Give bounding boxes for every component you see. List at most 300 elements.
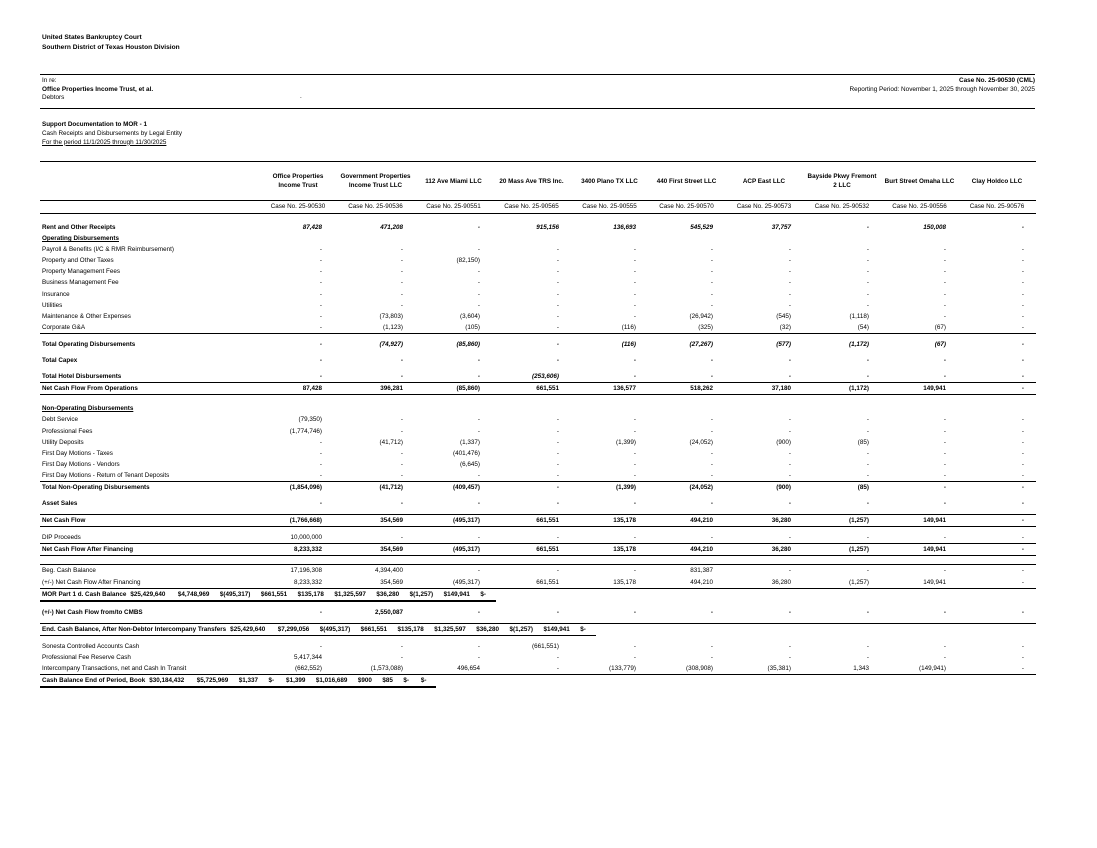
amount: 396,281 (380, 385, 403, 393)
cell-value (260, 266, 336, 277)
amount: - (866, 224, 869, 231)
amount: - (556, 301, 559, 309)
cell-value (725, 481, 803, 493)
cell-value (474, 624, 507, 636)
amount: - (319, 312, 322, 320)
cell-value (648, 532, 725, 544)
table-row (40, 481, 1036, 493)
amount: 149,941 (447, 590, 470, 598)
cell-value (958, 607, 1036, 618)
amount: (1,766,668) (289, 517, 322, 525)
amount: - (556, 471, 559, 479)
cell-value (958, 322, 1036, 334)
amount: - (1021, 257, 1024, 265)
row-label: Total Capex (42, 357, 78, 365)
row-label: End. Cash Balance, After Non-Debtor Intercompany Transfers (40, 624, 228, 636)
amount: - (319, 290, 322, 298)
amount: - (477, 654, 480, 661)
amount: 4,748,969 (181, 590, 210, 598)
cell-value (881, 470, 958, 482)
case-number-row (40, 201, 1036, 214)
amount: - (556, 340, 559, 348)
cell-value (260, 448, 336, 459)
amount: - (633, 642, 636, 650)
cell-value (492, 383, 571, 395)
cell-value (336, 383, 415, 395)
amount: - (1021, 373, 1024, 381)
cell-value (725, 322, 803, 334)
amount: - (556, 483, 559, 491)
cell-value (492, 277, 571, 288)
cell-value (803, 355, 881, 366)
cell-value (803, 339, 881, 350)
amount: - (477, 608, 480, 616)
cell-value (260, 663, 336, 675)
table-row (40, 383, 1036, 395)
amount: - (866, 268, 869, 276)
cell-value (881, 532, 958, 544)
amount: - (556, 246, 559, 254)
amount: (325) (698, 323, 713, 331)
amount: 1,337 (242, 677, 259, 685)
amount: - (710, 500, 713, 508)
table-row (40, 255, 1036, 266)
amount: - (710, 301, 713, 309)
cell-value (415, 311, 492, 322)
amount: - (866, 301, 869, 309)
amount: - (788, 567, 791, 575)
support-period: For the period 11/1/2025 through 11/30/2025 (42, 138, 167, 146)
amount: - (633, 312, 636, 320)
currency-symbol: $ (196, 677, 201, 685)
cell-value (478, 589, 496, 601)
amount: - (943, 438, 946, 446)
cell-value (415, 532, 492, 544)
amount: - (319, 460, 322, 468)
cell-value (958, 355, 1036, 366)
cell-value (725, 222, 803, 233)
cell-value (332, 589, 374, 601)
cell-value (803, 652, 881, 663)
cell-value (958, 222, 1036, 233)
amount: 135,178 (613, 546, 636, 554)
amount: (900) (776, 438, 791, 446)
amount: 7,299,056 (281, 625, 310, 633)
amount: - (1021, 567, 1024, 575)
table-row (40, 663, 1036, 675)
amount: - (943, 290, 946, 298)
amount: - (633, 373, 636, 381)
row-label: Rent and Other Receipts (42, 224, 116, 231)
row-label: Cash Balance End of Period, Book (40, 675, 147, 687)
cell-value (881, 498, 958, 509)
entity-case-number: Case No. 25-90576 (958, 201, 1036, 214)
cell-value (725, 448, 803, 459)
table-row (40, 565, 1036, 577)
amount: - (1021, 449, 1024, 457)
cell-value (881, 577, 958, 589)
cell-value (571, 459, 648, 470)
cell-value (415, 322, 492, 334)
cell-value (571, 532, 648, 544)
currency-symbol: $ (297, 590, 302, 598)
amount: 36,280 (379, 590, 400, 598)
cell-value (803, 266, 881, 277)
amount: - (400, 642, 403, 650)
row-label: Property and Other Taxes (42, 257, 114, 265)
table-row (40, 266, 1036, 277)
cell-value (492, 255, 571, 266)
reporting-period: Reporting Period: November 1, 2025 through November 30, 2025 (849, 85, 1035, 93)
amount: (900) (776, 483, 791, 491)
cell-value (725, 355, 803, 366)
row-label: Net Cash Flow From Operations (40, 383, 260, 395)
row-label: Asset Sales (42, 500, 78, 508)
cell-value (958, 414, 1036, 425)
amount: - (633, 301, 636, 309)
cell-value (571, 437, 648, 448)
cell-value (958, 300, 1036, 311)
row-label: Maintenance & Other Expenses (42, 312, 131, 320)
amount: - (633, 471, 636, 479)
currency-symbol: $ (286, 677, 290, 685)
cell-value (648, 222, 725, 233)
cell-value (958, 498, 1036, 509)
cell-value (958, 544, 1036, 556)
currency-symbol: $ (315, 677, 320, 685)
amount: - (633, 268, 636, 276)
amount: 37,757 (771, 224, 791, 231)
cell-value (881, 437, 958, 448)
cell-value (260, 577, 336, 589)
cell-value (571, 652, 648, 663)
cell-value (571, 470, 648, 482)
cell-value (336, 355, 415, 366)
amount: 149,941 (923, 517, 946, 525)
amount: 5,417,344 (293, 654, 322, 661)
amount: - (943, 416, 946, 424)
cell-value (415, 289, 492, 300)
amount: - (1021, 340, 1024, 348)
cell-value (318, 624, 359, 636)
entity-header: Bayside Pkwy Fremont 2 LLC (803, 162, 881, 201)
cell-value (260, 607, 336, 618)
amount: - (1021, 642, 1024, 650)
cell-value (415, 244, 492, 255)
row-label: Debt Service (42, 416, 79, 424)
cell-value (336, 300, 415, 311)
amount: - (710, 427, 713, 435)
cell-value (571, 371, 648, 383)
row-label: Total Non-Operating Disbursements (42, 483, 150, 491)
cell-value (725, 383, 803, 395)
cell-value (725, 641, 803, 652)
cell-value (296, 589, 333, 601)
amount: - (400, 471, 403, 479)
entity-header: 440 First Street LLC (648, 162, 725, 201)
cell-value (415, 565, 492, 577)
cell-value (958, 255, 1036, 266)
table-row (40, 414, 1036, 425)
currency-symbol: $ (230, 625, 234, 633)
cell-value (260, 515, 336, 527)
amount: - (710, 460, 713, 468)
cell-value (803, 222, 881, 233)
cell-value (492, 222, 571, 233)
amount: 135,178 (301, 590, 324, 598)
cell-value (336, 470, 415, 482)
row-label: Operating Disbursements (42, 235, 119, 243)
amount: - (477, 534, 480, 542)
row-label: Total Operating Disbursements (42, 340, 136, 348)
amount: - (556, 427, 559, 435)
amount: - (400, 257, 403, 265)
amount: 136,577 (613, 385, 636, 393)
cell-value (571, 515, 648, 527)
cell-value (415, 641, 492, 652)
amount: - (788, 460, 791, 468)
cell-value (415, 448, 492, 459)
amount: (116) (621, 323, 636, 331)
cell-value (415, 652, 492, 663)
amount: - (1021, 385, 1024, 393)
cell-value (648, 300, 725, 311)
cell-value (336, 255, 415, 266)
cell-value (648, 498, 725, 509)
cell-value (571, 222, 648, 233)
currency-symbol: $ (543, 625, 547, 633)
amount: - (1021, 517, 1024, 525)
amount: - (943, 608, 946, 616)
cell-value (803, 426, 881, 437)
row-label: Insurance (42, 290, 70, 298)
row-label: Net Cash Flow (40, 515, 260, 527)
amount: - (866, 567, 869, 575)
amount: - (943, 427, 946, 435)
amount: - (866, 373, 869, 381)
amount: - (710, 654, 713, 661)
cell-value (725, 565, 803, 577)
cell-value (881, 544, 958, 556)
cell-value (415, 437, 492, 448)
table-row (40, 459, 1036, 470)
cell-value (260, 498, 336, 509)
cell-value (260, 277, 336, 288)
entity-header: Clay Holdco LLC (958, 162, 1036, 201)
amount: (116) (621, 340, 636, 348)
amount: 37,180 (771, 385, 791, 393)
currency-symbol: $ (403, 677, 407, 685)
amount: - (710, 290, 713, 298)
amount: - (477, 246, 480, 254)
cell-value (260, 300, 336, 311)
cell-value (336, 577, 415, 589)
row-label (40, 618, 1036, 624)
amount: - (710, 449, 713, 457)
amount: 36,280 (771, 578, 791, 586)
cell-value (260, 222, 336, 233)
amount: - (319, 279, 322, 287)
cell-value (571, 255, 648, 266)
cell-value (803, 607, 881, 618)
amount: 354,569 (380, 517, 403, 525)
currency-symbol: $ (476, 625, 480, 633)
cell-value (803, 289, 881, 300)
cell-value (336, 607, 415, 618)
table-row (40, 448, 1036, 459)
amount: - (633, 357, 636, 365)
currency-symbol: $ (319, 625, 324, 633)
row-label: (+/-) Net Cash Flow After Financing (40, 577, 260, 589)
amount: - (943, 257, 946, 265)
amount: - (1021, 534, 1024, 542)
amount: 136,693 (613, 224, 636, 231)
cell-value (492, 437, 571, 448)
currency-symbol: $ (277, 625, 282, 633)
entity-header: 20 Mass Ave TRS Inc. (492, 162, 571, 201)
cell-value (725, 339, 803, 350)
amount: (41,712) (379, 483, 403, 491)
cell-value (803, 481, 881, 493)
table-row (40, 289, 1036, 300)
amount: (74,927) (379, 340, 403, 348)
cell-value (803, 470, 881, 482)
cell-value (803, 311, 881, 322)
amount: - (1021, 323, 1024, 331)
amount: (577) (776, 340, 791, 348)
amount: - (583, 625, 586, 633)
cell-value (260, 339, 336, 350)
amount: 661,551 (536, 578, 559, 586)
amount: 545,529 (690, 224, 713, 231)
cell-value (958, 459, 1036, 470)
row-label: Net Cash Flow After Financing (40, 544, 260, 556)
amount: - (633, 416, 636, 424)
entity-header: Office Properties Income Trust (260, 162, 336, 201)
amount: 661,551 (364, 625, 387, 633)
cell-value (881, 383, 958, 395)
cell-value (725, 289, 803, 300)
amount: - (1021, 279, 1024, 287)
cell-value (725, 255, 803, 266)
table-row (40, 437, 1036, 448)
amount: 149,941 (546, 625, 570, 633)
court-district: Southern District of Texas Houston Division (42, 44, 180, 51)
cell-value (571, 577, 648, 589)
debtors-label: Debtors (42, 94, 65, 102)
amount: - (866, 608, 869, 616)
currency-symbol: $ (443, 590, 448, 598)
amount: - (788, 290, 791, 298)
table-row (40, 355, 1036, 366)
cell-value (648, 459, 725, 470)
table-row (40, 244, 1036, 255)
section-header-row (40, 233, 1036, 244)
cell-value (571, 607, 648, 618)
amount: - (633, 257, 636, 265)
currency-symbol: $ (219, 590, 224, 598)
amount: - (319, 449, 322, 457)
cell-value (648, 515, 725, 527)
amount: - (866, 290, 869, 298)
amount: - (272, 677, 275, 685)
cell-value (648, 470, 725, 482)
entity-case-number: Case No. 25-90555 (571, 201, 648, 214)
amount: - (556, 608, 559, 616)
cell-value (260, 437, 336, 448)
amount: - (943, 312, 946, 320)
amount: - (1021, 301, 1024, 309)
cell-value (881, 244, 958, 255)
amount: (545) (776, 312, 791, 320)
amount: - (400, 500, 403, 508)
amount: 900 (361, 677, 372, 685)
table-row (40, 589, 496, 602)
amount: - (943, 246, 946, 254)
inre-label: In re: (42, 77, 57, 84)
amount: - (866, 279, 869, 287)
amount: - (477, 301, 480, 309)
currency-symbol: $ (177, 590, 182, 598)
cell-value (260, 459, 336, 470)
cell-value (725, 266, 803, 277)
amount: - (1021, 416, 1024, 424)
row-label: (+/-) Net Cash Flow from/to CMBS (42, 608, 143, 616)
amount: - (788, 449, 791, 457)
amount: - (788, 357, 791, 365)
header-blank (40, 162, 260, 201)
amount: 5,725,969 (200, 677, 229, 685)
amount: 661,551 (536, 385, 559, 393)
cell-value (958, 577, 1036, 589)
table-row (40, 532, 1036, 544)
amount: 36,280 (771, 546, 791, 554)
amount: - (319, 357, 322, 365)
amount: - (943, 642, 946, 650)
amount: - (943, 567, 946, 575)
cell-value (571, 565, 648, 577)
cell-value (958, 426, 1036, 437)
currency-symbol: $ (238, 677, 243, 685)
amount: - (319, 608, 322, 616)
amount: 150,008 (923, 224, 946, 231)
amount: (26,942) (689, 312, 713, 320)
amount: (253,606) (532, 373, 559, 381)
amount: - (866, 416, 869, 424)
amount: 354,569 (380, 578, 403, 586)
amount: 25,429,640 (233, 625, 266, 633)
amount: - (788, 500, 791, 508)
amount: - (943, 279, 946, 287)
cell-value (725, 244, 803, 255)
amount: - (556, 438, 559, 446)
cell-value (260, 255, 336, 266)
amount: - (943, 301, 946, 309)
amount: - (633, 449, 636, 457)
amount: - (483, 590, 486, 598)
amount: (1,399) (616, 483, 636, 491)
amount: - (788, 416, 791, 424)
amount: - (788, 373, 791, 381)
top-rule (40, 74, 1035, 75)
amount: - (400, 427, 403, 435)
cell-value (492, 322, 571, 334)
row-label: Intercompany Transactions, net and Cash In Transit (40, 663, 260, 675)
cell-value (228, 624, 276, 636)
cell-value (725, 277, 803, 288)
cell-value (336, 437, 415, 448)
entity-header: Government Properties Income Trust LLC (336, 162, 415, 201)
